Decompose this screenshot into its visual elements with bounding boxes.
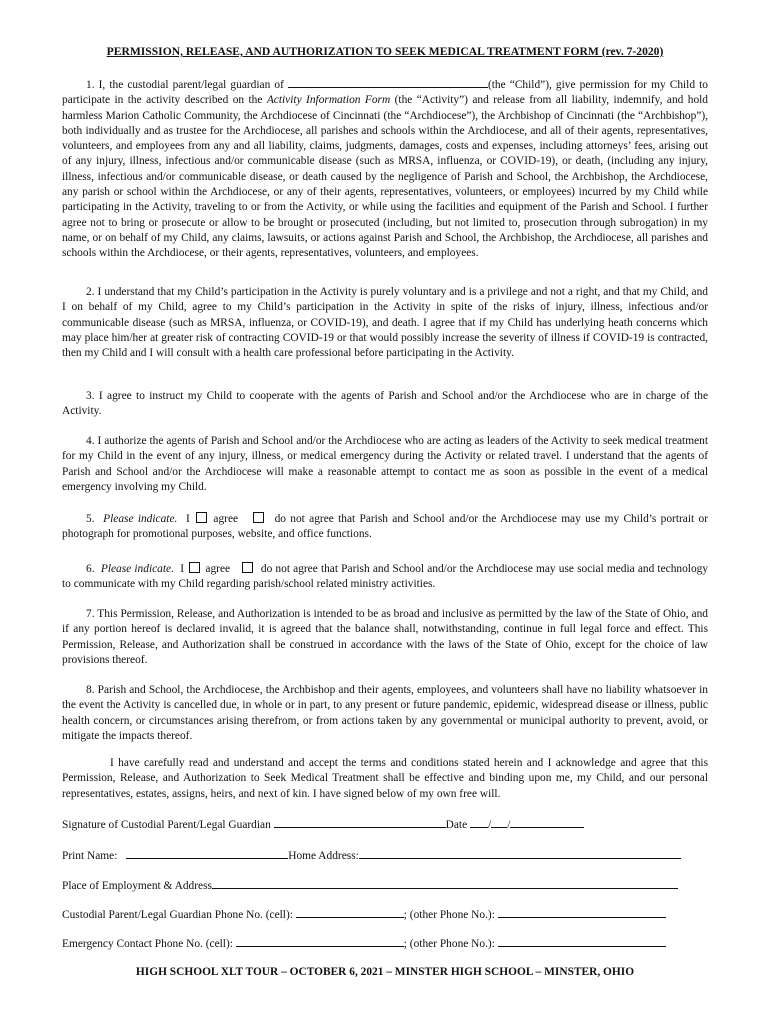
emergency-phone-label: Emergency Contact Phone No. (cell): [62,938,233,950]
p6-i: I [180,563,185,575]
paragraph-3: 3. I agree to instruct my Child to cooperate with the agents of Parish and School and/or the Archdiocese who are in charge of the Activity. [62,390,708,418]
child-name-field[interactable] [288,76,488,88]
print-name-field[interactable] [126,847,288,859]
p5-indicate: Please indicate. [103,513,178,525]
paragraph-1 [62,76,708,262]
p5-agree-checkbox[interactable] [196,512,207,523]
p5-i: I [185,513,190,525]
date-separator: / [507,819,511,831]
acknowledgement-paragraph: I have carefully read and understand and accept the terms and conditions stated herein and I acknowledge and agree that this Permission, Release, and Authorization to Seek Medical Treatment shall be effective and binding upon me, my Child, and our personal representatives, estates, assigns, heirs, and next of kin. I have signed below of my own free will. [62,757,708,800]
p5-disagree-checkbox[interactable] [253,512,264,523]
p5-text: do not agree that Parish and School and/or the Archdiocese may use my Child’s portrait or photograph for promotional purposes, website, and office functions. [62,513,708,541]
guardian-other-phone-label: ; (other Phone No.): [403,909,495,921]
p6-number: 6. [86,563,95,575]
paragraph-6 [62,562,708,593]
paragraph-2: 2. I understand that my Child’s participation in the Activity is purely voluntary and is a privilege and not a right, and that my Child, and I on behalf of my Child, agree to my Child’s participation in the Activity in spite of the risks of injury, illness, infectious and/or communicable disease (such as MRSA, influenza, or COVID-19), and death. I agree that if my Child has underlying heath concerns which may place him/her at greater risk of contracting COVID-19 or that would possibly increase the severity of illness if COVID-19 is contracted, then my Child and I will consult with a health care professional before participating in the Activity. [62,286,708,360]
emergency-other-phone-field[interactable] [498,935,666,947]
print-name-label: Print Name: [62,850,118,862]
date-year-field[interactable] [510,816,584,828]
p5-number: 5. [86,513,95,525]
guardian-phone-label: Custodial Parent/Legal Guardian Phone No. (cell): [62,909,293,921]
signature-field[interactable] [274,816,446,828]
p1-rest-a: (the “Child”), give permission for my Child to participate in the activity described on the [62,79,708,107]
employment-field[interactable] [212,877,678,889]
paragraph-5 [62,512,708,543]
p1-form-name: Activity Information Form [266,94,391,107]
guardian-phone-row [62,906,666,923]
date-label: Date [445,819,468,831]
date-day-field[interactable] [491,816,507,828]
home-address-label: Home Address: [288,850,359,862]
emergency-other-phone-label: ; (other Phone No.): [403,938,495,950]
emergency-phone-row [62,935,666,952]
p1-rest-b: (the “Activity”) and release from all liability, indemnify, and hold harmless Marion Catholic Community, the Archdiocese of Cincinnati (the “Archdiocese”), the Archbishop of Cincinnati (the “Archbishop”), both individually and as trustee for the Archdiocese, all parishes and schools within the Archdiocese, and all of their agents, representatives, volunteers, and employees from any and all liability, claims, judgments, damages, costs and expenses, including attorneys’ fees, arising out of any injury, illness, infectious and/or communicable disease (such as MRSA, influenza, or COVID-19), or death, (including any injury, illness, infectious and/or communicable disease, or death caused by the negligence of Parish and School, the Archbishop, the Archdiocese, any parish or school within the Archdiocese, or any of their agents, representatives, volunteers, or employees) incurred by my Child while participating in the Activity, traveling to or from the Activity, or while using the facilities and equipment of the Parish and School. I further agree not to bring or prosecute or allow to be brought or prosecuted (including, but not limited to, prosecution through subrogation) in my name, or on behalf of my Child, any claims, lawsuits, or actions against Parish and School, the Archbishop, the Archdiocese, all parishes and schools within the Archdiocese, or their agents, representatives, volunteers, and employees. [62,94,708,260]
guardian-cell-field[interactable] [296,906,404,918]
p6-indicate: Please indicate. [100,563,174,575]
employment-label: Place of Employment & Address [62,880,212,892]
home-address-field[interactable] [359,847,681,859]
paragraph-7: 7. This Permission, Release, and Authorization is intended to be as broad and inclusive as permitted by the law of the State of Ohio, and if any portion hereof is declared invalid, it is agreed that the balance shall, notwithstanding, continue in full legal force and effect. This Permission, Release, and Authorization shall be construed in accordance with the laws of the State of Ohio, except for the choice of law provisions thereof. [62,608,708,666]
p6-agree-checkbox[interactable] [189,562,200,573]
p5-agree-label: agree [213,513,239,525]
p6-agree-label: agree [205,563,231,575]
p6-text: do not agree that Parish and School and/or the Archdiocese may use social media and technology to communicate with my Child regarding parish/school related ministry activities. [62,563,709,591]
emergency-cell-field[interactable] [236,935,404,947]
signature-label: Signature of Custodial Parent/Legal Guardian [62,819,271,831]
event-footer: HIGH SCHOOL XLT TOUR – OCTOBER 6, 2021 – MINSTER HIGH SCHOOL – MINSTER, OHIO [135,966,635,978]
signature-row [62,816,584,833]
date-month-field[interactable] [470,816,488,828]
guardian-other-phone-field[interactable] [498,906,666,918]
form-title: PERMISSION, RELEASE, AND AUTHORIZATION TO SEEK MEDICAL TREATMENT FORM (rev. 7-2020) [106,45,664,58]
paragraph-4: 4. I authorize the agents of Parish and School and/or the Archdiocese who are acting as leaders of the Activity to seek medical treatment for my Child in the event of any injury, illness, or medical emergency during the Activity or related travel. I understand that the agents of Parish and School and/or the Archdiocese will make a reasonable attempt to contact me as soon as possible in the event of a medical emergency involving my Child. [62,435,708,493]
p1-lead: 1. I, the custodial parent/legal guardian of [86,79,284,91]
date-separator: / [488,819,492,831]
employment-row [62,877,678,894]
paragraph-8: 8. Parish and School, the Archdiocese, the Archbishop and their agents, employees, and volunteers shall have no liability whatsoever in the event the Activity is cancelled due, in whole or in part, to any present or future pandemic, epidemic, widespread disease or illness, public health concern, or circumstances arising therefrom, or from actions taken by any governmental or municipal authority to prevent, avoid, or mitigate the impacts thereof. [62,684,708,742]
name-address-row [62,847,681,864]
p6-disagree-checkbox[interactable] [242,562,253,573]
